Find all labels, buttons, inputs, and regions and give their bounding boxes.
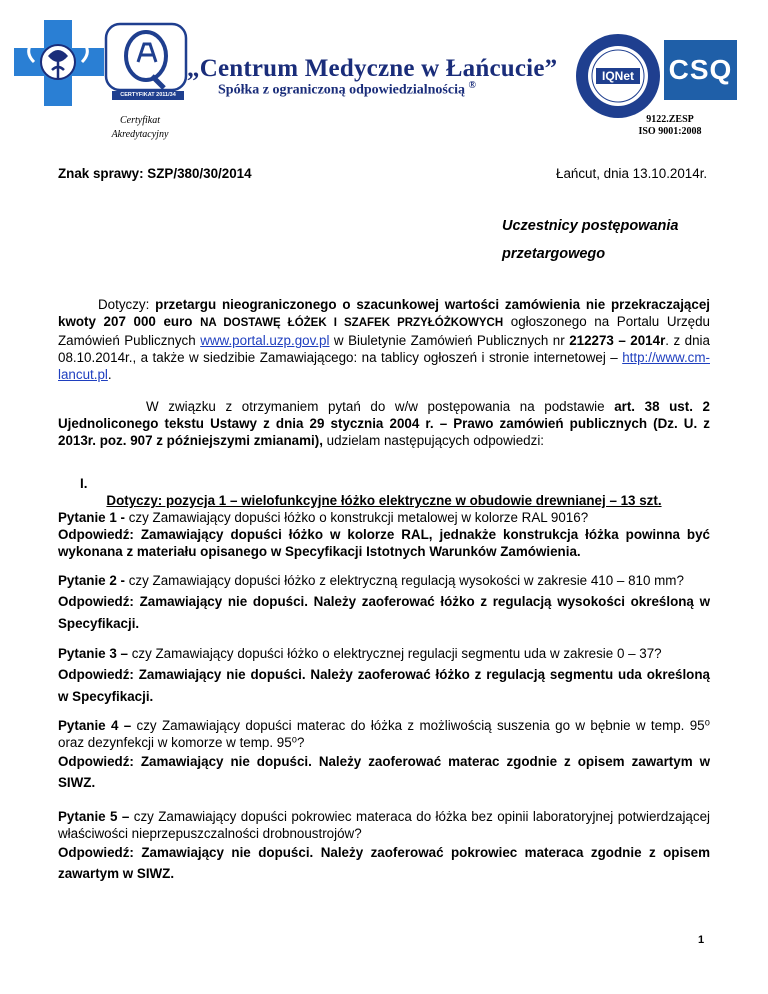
quality-q-logo (104, 22, 188, 102)
question-text: czy Zamawiający dopuści łóżko o elektrycznej regulacji segmentu uda w zakresie 0 – 37? (127, 646, 662, 661)
iqnet-logo (574, 32, 662, 120)
page-number: 1 (698, 934, 705, 946)
iqnet-text: IQNet (601, 69, 634, 83)
answer-1: Odpowiedź: Zamawiający dopuści łóżko w kolorze RAL, jednakże konstrukcja łóżka powinna być wykonana z materiału opisanego w Specyfikacji Istotnych Warunków Zamówienia. (58, 527, 710, 559)
certificate-badge: CERTYFIKAT 2011/34 (112, 91, 184, 100)
question-text: czy Zamawiający dopuści łóżko o konstrukcji metalowej w kolorze RAL 9016? (124, 510, 589, 525)
registered-mark-icon: ® (468, 80, 476, 91)
intro-part-8: . (107, 367, 112, 382)
question-4 (58, 717, 710, 751)
question-2 (58, 571, 710, 591)
intro-part-4: ogłoszonego na Portalu Urzędu Zamówień Publicznych (58, 314, 710, 348)
answer-5: Odpowiedź: Zamawiający nie dopuści. Należy zaoferować pokrowiec materaca zgodnie z opisem zawartym w SIWZ. (58, 845, 710, 881)
medical-cross-logo (8, 18, 118, 108)
csq-logo (664, 40, 737, 100)
legal-part-1: W związku z otrzymaniem pytań do w/w postępowania na podstawie (146, 399, 615, 414)
legal-part-3: udzielam następujących odpowiedzi: (322, 433, 545, 448)
question-5 (58, 808, 710, 842)
legal-part-2: art. 38 ust. 2 Ujednoliconego tekstu Ustawy z dnia 29 stycznia 2004 r. – Prawo zamówień publicznych (Dz. U. z 2013r. poz. 907 z późniejszymi zmianami), (58, 399, 710, 448)
iso-label (628, 114, 712, 138)
intro-part-7: . z dnia 08.10.2014r., a także w siedzibie Zamawiającego: na tablicy ogłoszeń i stronie internetowej – (58, 333, 710, 365)
document-date: Łańcut, dnia 13.10.2014r. (556, 166, 708, 181)
accreditation-label (100, 114, 180, 142)
answer-4: Odpowiedź: Zamawiający nie dopuści. Należy zaoferować materac zgodnie z opisem zawartym w SIWZ. (58, 754, 710, 790)
question-label: Pytanie 3 – (58, 646, 128, 661)
recipient (502, 212, 678, 268)
section-title: Dotyczy: pozycja 1 – wielofunkcyjne łóżko elektryczne w obudowie drewnianej – 13 szt. (106, 493, 662, 508)
intro-part-6: 212273 – 2014r (569, 333, 666, 348)
intro-paragraph (58, 296, 710, 383)
iso-line-2: ISO 9001:2008 (638, 126, 702, 137)
cm-lancut-link[interactable]: http://www.cm-lancut.pl (58, 350, 710, 382)
intro-part-2: przetargu nieograniczonego o szacunkowej wartości zamówienia nie przekraczającej kwoty 207 000 euro (58, 297, 710, 329)
qa-item (58, 717, 710, 793)
recipient-line-1: Uczestnicy postępowania (502, 218, 679, 234)
question-1 (58, 509, 710, 526)
question-text: czy Zamawiający dopuści materac do łóżka z możliwością suszenia go w bębnie w temp. 95⁰ oraz dezynfekcji w komorze w temp. 95⁰? (58, 718, 710, 750)
qa-item (58, 571, 710, 635)
question-label: Pytanie 2 - (58, 573, 125, 588)
accreditation-line-1: Certyfikat (120, 115, 160, 126)
question-text: czy Zamawiający dopuści pokrowiec materaca do łóżka bez opinii laboratoryjnej potwierdzającej właściwości nieprzepuszczalności drobnoustrojów? (58, 809, 710, 841)
qa-item (58, 808, 710, 884)
answer-3: Odpowiedź: Zamawiający nie dopuści. Należy zaoferować łóżko z regulacją segmentu uda określoną w Specyfikacji. (58, 667, 710, 704)
question-label: Pytanie 1 - (58, 510, 125, 525)
company-subtitle (218, 80, 538, 99)
case-reference: Znak sprawy: SZP/380/30/2014 (58, 166, 252, 181)
csq-text: CSQ (668, 54, 733, 85)
subtitle-text: Spółka z ograniczoną odpowiedzialnością (218, 82, 465, 98)
qa-item (58, 644, 710, 708)
question-text: czy Zamawiający dopuści łóżko z elektryczną regulacją wysokości w zakresie 410 – 810 mm? (124, 573, 684, 588)
intro-part-3: NA DOSTAWĘ ŁÓŻEK I SZAFEK PRZYŁÓŻKOWYCH (200, 317, 504, 329)
iso-line-1: 9122.ZESP (646, 114, 694, 125)
legal-basis-paragraph (58, 398, 710, 449)
recipient-line-2: przetargowego (502, 246, 606, 262)
section-number: I. (80, 476, 88, 491)
question-3 (58, 644, 710, 664)
question-label: Pytanie 5 – (58, 809, 130, 824)
answer-2: Odpowiedź: Zamawiający nie dopuści. Należy zaoferować łóżko z regulacją wysokości określoną w Specyfikacji. (58, 594, 710, 631)
uzp-portal-link[interactable]: www.portal.uzp.gov.pl (200, 333, 330, 348)
company-title: „Centrum Medyczne w Łańcucie” (187, 55, 558, 82)
accreditation-line-2: Akredytacyjny (111, 129, 169, 140)
intro-part-5: w Biuletynie Zamówień Publicznych nr (329, 333, 570, 348)
qa-item (58, 509, 710, 560)
question-label: Pytanie 4 – (58, 718, 132, 733)
intro-part-1: Dotyczy: (98, 297, 156, 312)
